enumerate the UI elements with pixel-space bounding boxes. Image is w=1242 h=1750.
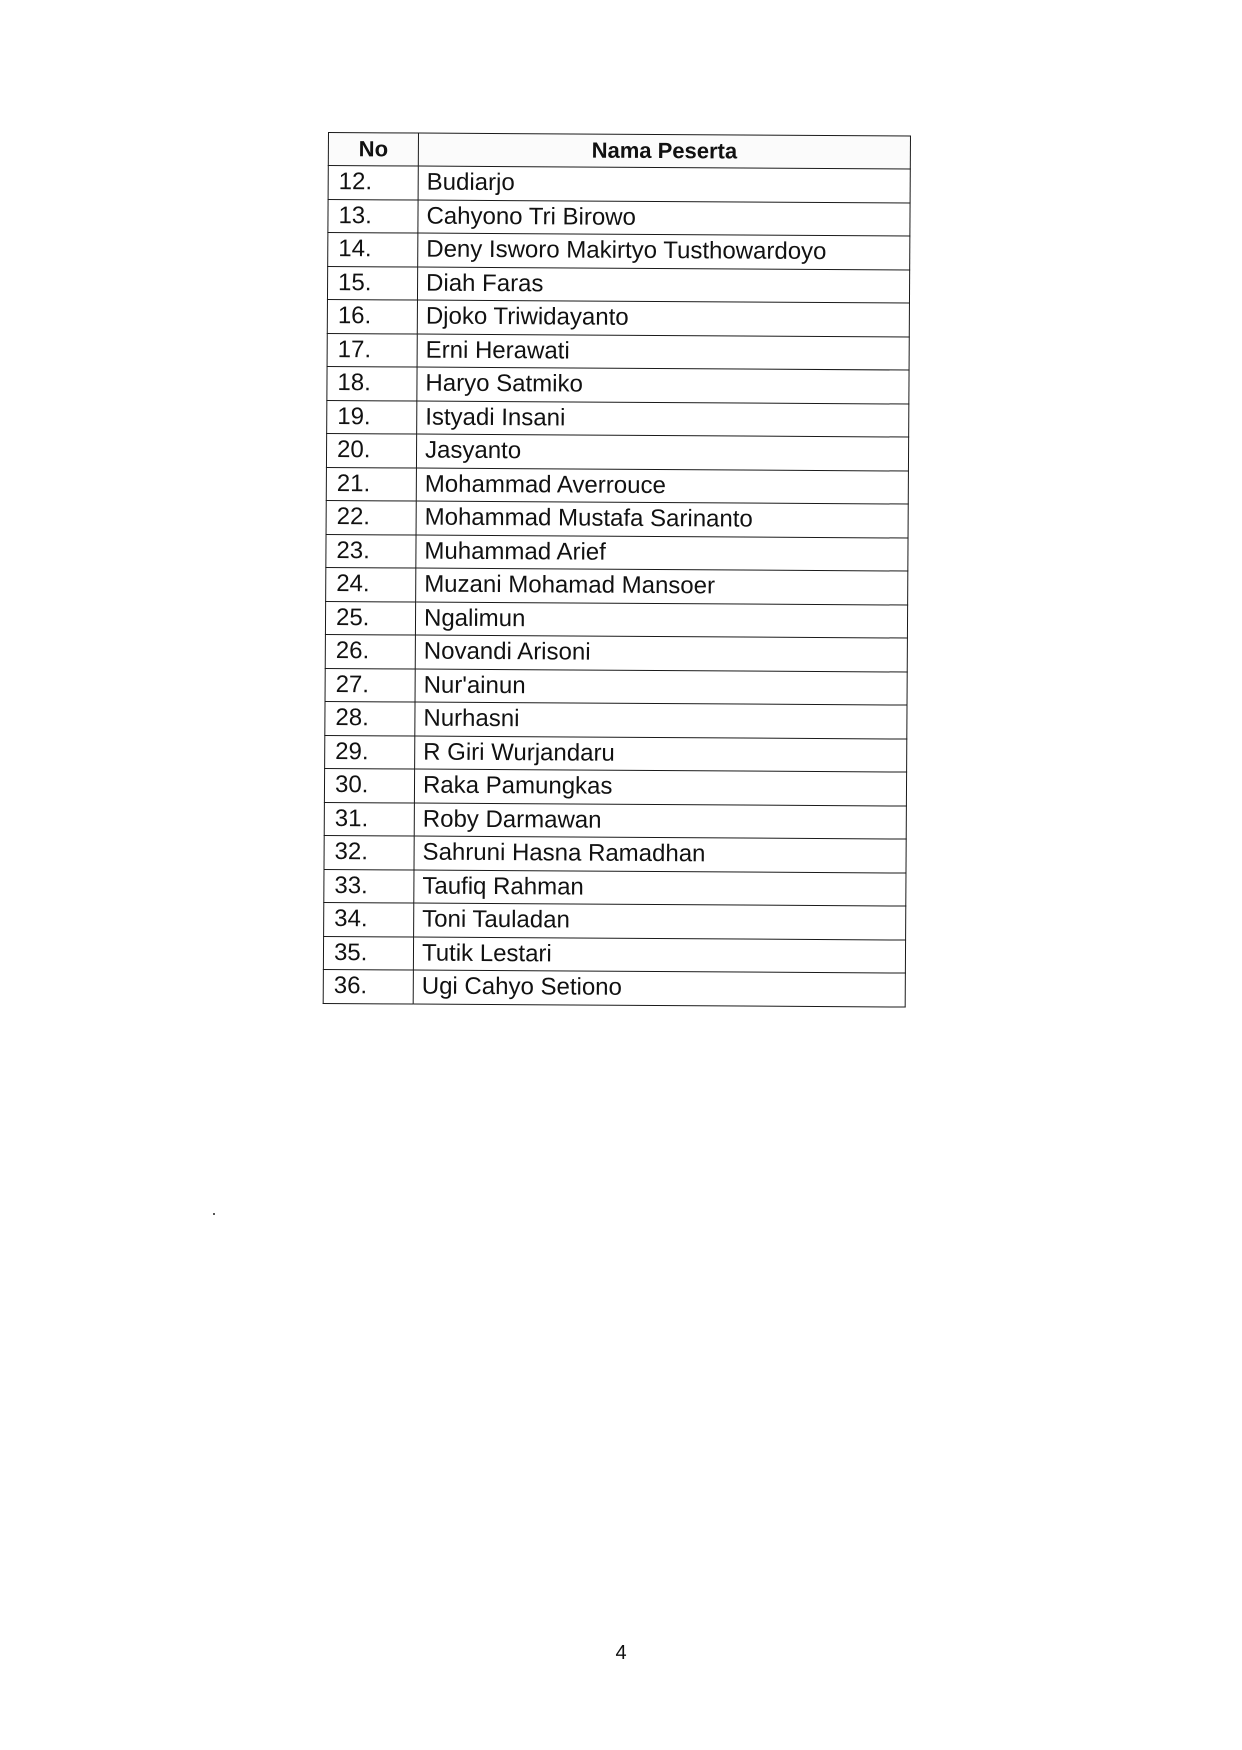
table-row	[323, 936, 905, 973]
participant-name: Tutik Lestari	[413, 937, 905, 974]
table-row	[328, 166, 910, 203]
row-number: 28.	[325, 701, 415, 735]
table-row	[326, 567, 908, 604]
participant-name: Ngalimun	[415, 602, 907, 639]
participant-name: Taufiq Rahman	[414, 870, 906, 907]
participant-name: Budiarjo	[418, 166, 910, 203]
participant-name: Sahruni Hasna Ramadhan	[414, 836, 906, 873]
participant-name: Deny Isworo Makirtyo Tusthowardoyo	[418, 233, 910, 270]
participant-name: Haryo Satmiko	[417, 367, 909, 404]
participant-name: Novandi Arisoni	[415, 635, 907, 672]
row-number: 21.	[326, 467, 416, 501]
table-row	[324, 768, 906, 805]
row-number: 32.	[324, 835, 414, 869]
row-number: 14.	[328, 233, 418, 267]
row-number: 34.	[324, 902, 414, 936]
table-row	[327, 299, 909, 336]
participant-name: Mohammad Averrouce	[416, 468, 908, 505]
table-row	[326, 433, 908, 470]
table-row	[328, 233, 910, 270]
table-row	[323, 969, 905, 1006]
table-row	[325, 601, 907, 638]
participant-name: Nurhasni	[415, 702, 907, 739]
table-row	[326, 467, 908, 504]
row-number: 33.	[324, 869, 414, 903]
table-row	[325, 735, 907, 772]
participant-name: Toni Tauladan	[414, 903, 906, 940]
table-row	[326, 500, 908, 537]
participant-name: Jasyanto	[416, 434, 908, 471]
table-row	[325, 634, 907, 671]
row-number: 25.	[325, 601, 415, 635]
row-number: 31.	[324, 802, 414, 836]
participant-table	[323, 132, 911, 1007]
table-row	[327, 400, 909, 437]
participant-name: Erni Herawati	[417, 334, 909, 371]
row-number: 29.	[325, 735, 415, 769]
row-number: 23.	[326, 534, 416, 568]
participant-name: Djoko Triwidayanto	[417, 300, 909, 337]
row-number: 27.	[325, 668, 415, 702]
row-number: 13.	[328, 199, 418, 233]
table-row	[326, 534, 908, 571]
column-header-no: No	[328, 133, 418, 167]
participant-name: Raka Pamungkas	[414, 769, 906, 806]
row-number: 19.	[327, 400, 417, 434]
participant-name: Roby Darmawan	[414, 803, 906, 840]
row-number: 35.	[323, 936, 413, 970]
table-header-row	[328, 133, 910, 170]
table-row	[324, 835, 906, 872]
row-number: 15.	[327, 266, 417, 300]
row-number: 36.	[323, 969, 413, 1003]
table-row	[324, 802, 906, 839]
row-number: 12.	[328, 166, 418, 200]
table-row	[325, 701, 907, 738]
row-number: 16.	[327, 299, 417, 333]
column-header-name: Nama Peserta	[418, 133, 910, 169]
table-row	[325, 668, 907, 705]
row-number: 26.	[325, 634, 415, 668]
table-body	[323, 166, 910, 1007]
participant-name: Muhammad Arief	[416, 535, 908, 572]
participant-name: Ugi Cahyo Setiono	[413, 970, 905, 1007]
table-row	[324, 902, 906, 939]
participant-name: Nur'ainun	[415, 669, 907, 706]
participant-name: Diah Faras	[417, 267, 909, 304]
row-number: 24.	[326, 567, 416, 601]
participant-name: Mohammad Mustafa Sarinanto	[416, 501, 908, 538]
table-row	[327, 366, 909, 403]
table-row	[324, 869, 906, 906]
page-number: 4	[615, 1642, 627, 1664]
scan-speck	[213, 1213, 215, 1215]
participant-name: R Giri Wurjandaru	[415, 736, 907, 773]
row-number: 17.	[327, 333, 417, 367]
table-row	[327, 266, 909, 303]
participant-name: Cahyono Tri Birowo	[418, 200, 910, 237]
table-row	[327, 333, 909, 370]
row-number: 18.	[327, 366, 417, 400]
row-number: 20.	[326, 433, 416, 467]
participant-name: Muzani Mohamad Mansoer	[416, 568, 908, 605]
row-number: 30.	[324, 768, 414, 802]
table-row	[328, 199, 910, 236]
row-number: 22.	[326, 500, 416, 534]
participant-name: Istyadi Insani	[417, 401, 909, 438]
